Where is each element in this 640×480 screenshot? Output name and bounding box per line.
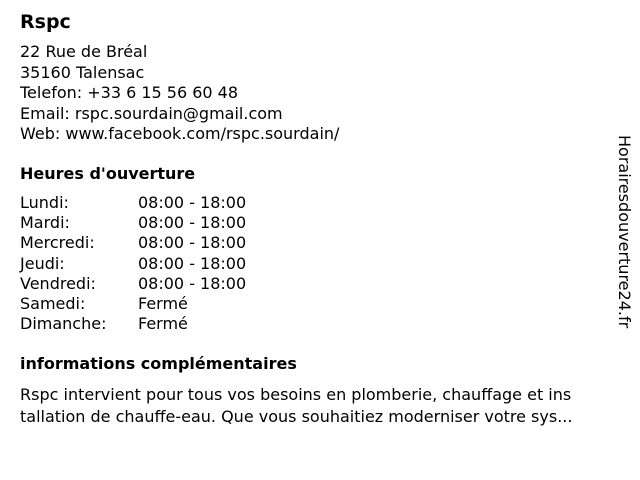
day-hours: 08:00 - 18:00 — [138, 253, 247, 273]
hours-row — [20, 233, 246, 253]
day-hours: Fermé — [138, 294, 188, 314]
description-line: tallation de chauffe-eau. Que vous souhaitiez moderniser votre sys... — [20, 407, 573, 426]
additional-info-heading: informations complémentaires — [20, 354, 297, 373]
contact-block — [20, 42, 339, 145]
hours-row — [20, 193, 246, 213]
hours-row — [20, 274, 246, 294]
hours-row — [20, 294, 246, 314]
day-label: Jeudi: — [20, 253, 65, 273]
opening-hours-table — [20, 193, 246, 334]
day-hours: Fermé — [138, 314, 188, 334]
day-label: Dimanche: — [20, 314, 107, 334]
email-address: Email: rspc.sourdain@gmail.com — [20, 103, 283, 123]
day-label: Mardi: — [20, 213, 70, 233]
street-address: 22 Rue de Bréal — [20, 42, 148, 61]
website-link: Web: www.facebook.com/rspc.sourdain/ — [20, 124, 340, 143]
hours-row — [20, 314, 246, 334]
day-label: Mercredi: — [20, 233, 95, 253]
day-hours: 08:00 - 18:00 — [138, 213, 247, 233]
day-hours: 08:00 - 18:00 — [138, 273, 247, 293]
day-label: Samedi: — [20, 294, 86, 314]
phone-number: Telefon: +33 6 15 56 60 48 — [20, 83, 239, 102]
description — [20, 384, 572, 428]
day-label: Lundi: — [20, 193, 69, 212]
opening-hours-heading: Heures d'ouverture — [20, 164, 196, 183]
business-name: Rspc — [20, 11, 71, 33]
description-line: Rspc intervient pour tous vos besoins en plomberie, chauffage et ins — [20, 385, 572, 404]
city-address: 35160 Talensac — [20, 62, 145, 82]
hours-row — [20, 254, 246, 274]
day-hours: 08:00 - 18:00 — [138, 193, 247, 212]
day-label: Vendredi: — [20, 273, 96, 293]
day-hours: 08:00 - 18:00 — [138, 233, 247, 253]
hours-row — [20, 213, 246, 233]
site-watermark: Horairesdouverture24.fr — [615, 135, 634, 329]
